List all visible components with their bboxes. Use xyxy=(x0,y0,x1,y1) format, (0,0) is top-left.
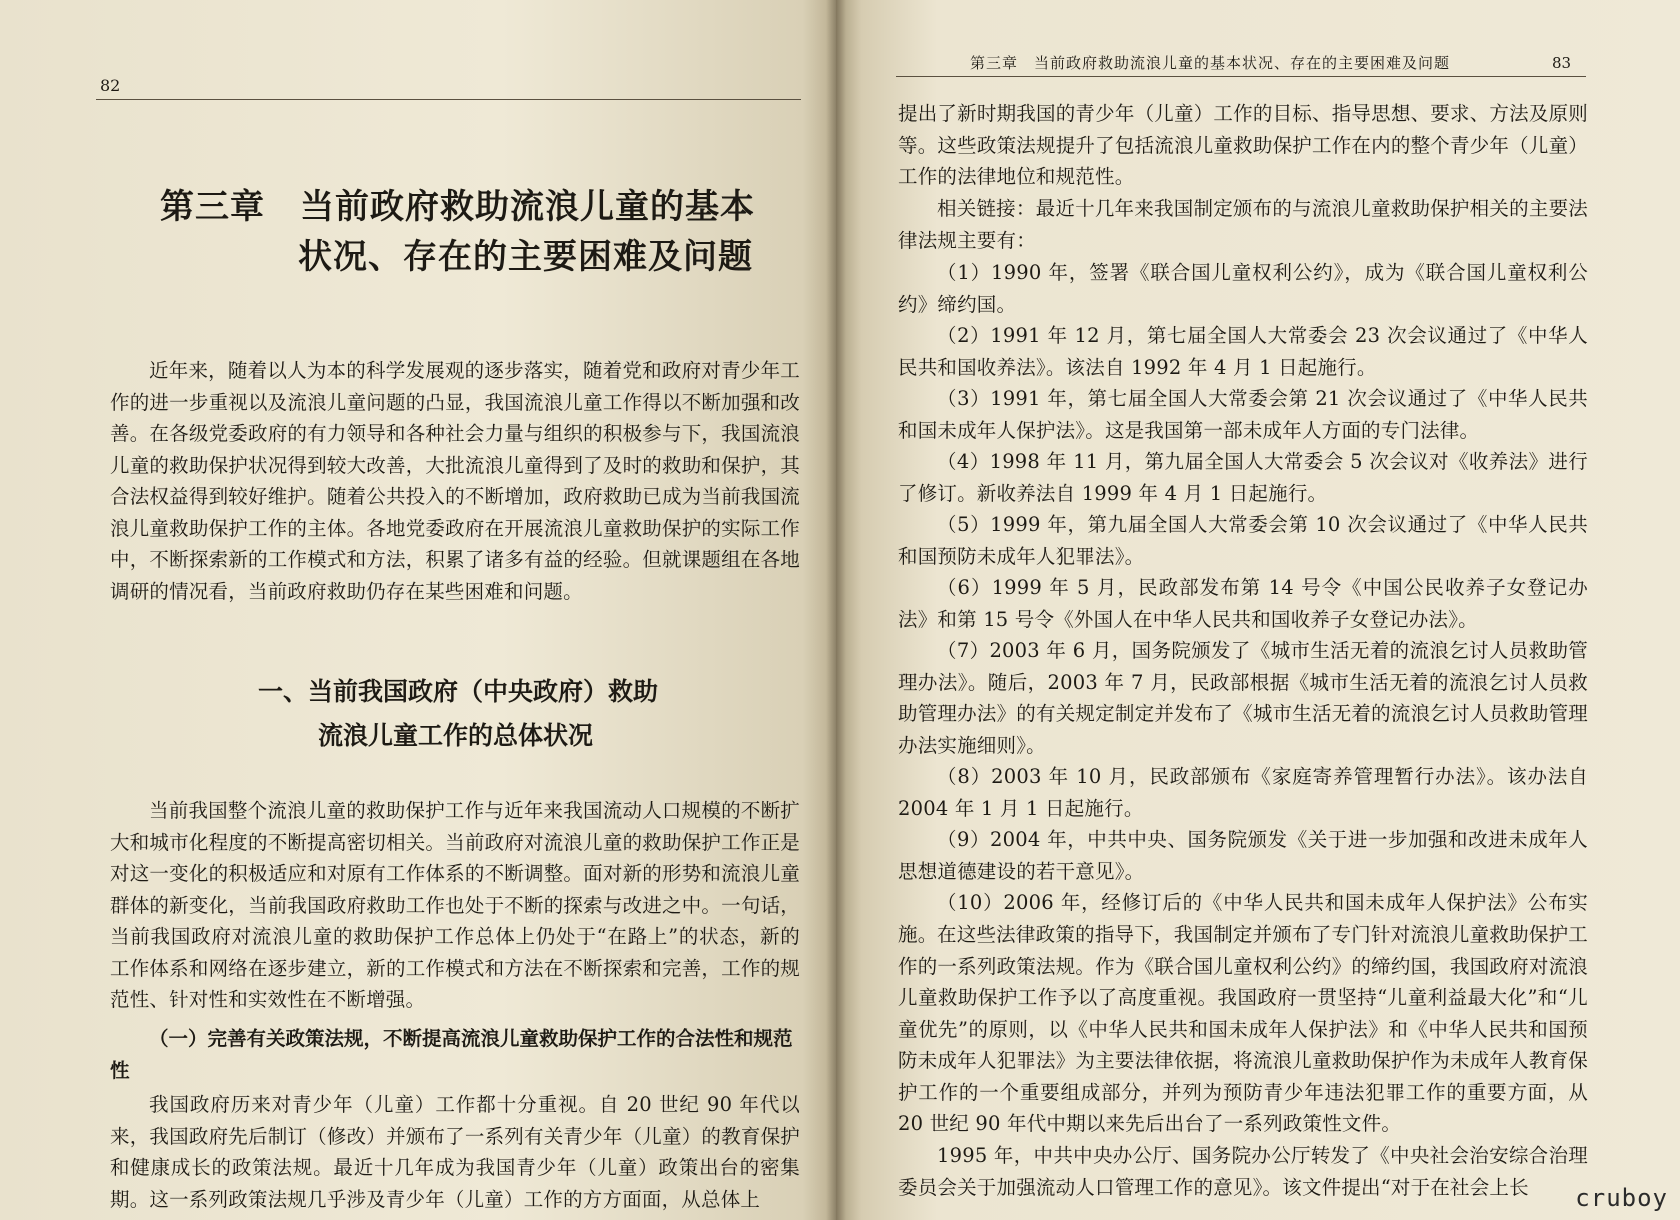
watermark: cruboy xyxy=(1575,1184,1668,1212)
right-page xyxy=(836,0,1680,1220)
subsection-heading: （一）完善有关政策法规，不断提高流浪儿童救助保护工作的合法性和规范性 xyxy=(110,1027,793,1082)
page-number: 82 xyxy=(100,76,121,95)
law-item: （9）2004 年，中共中央、国务院颁发《关于进一步加强和改进未成年人思想道德建设的若干意见》。 xyxy=(898,828,1588,883)
section-title-line2: 流浪儿童工作的总体状况 xyxy=(318,721,594,750)
guidance-paragraph: 在这些法律政策的指导下，我国制定并颁布了专门针对流浪儿童救助保护工作的一系列政策法规。作为《联合国儿童权利公约》的缔约国，我国政府对流浪儿童救助保护工作予以了高度重视。我国政府一贯坚持“儿童利益最大化”和“儿童优先”的原则，以《中华人民共和国未成年人保护法》和《中华人民共和国预防未成年人犯罪法》为主要法律依据，将流浪儿童救助保护作为未成年人教育保护工作的一个重要组成部分，并列为预防青少年违法犯罪工作的重要方面，从 20 世纪 90 年代中期以来先后出台了一系列政策性文件。 xyxy=(898,923,1588,1135)
law-item: （1）1990 年，签署《联合国儿童权利公约》，成为《联合国儿童权利公约》缔约国。 xyxy=(898,261,1588,316)
header-rule xyxy=(96,99,801,100)
related-links-paragraph: 相关链接：最近十几年来我国制定颁布的与流浪儿童救助保护相关的主要法律法规主要有： xyxy=(898,197,1588,252)
chapter-title-line1: 第三章 当前政府救助流浪儿童的基本 xyxy=(160,187,755,227)
subsection-paragraph: 我国政府历来对青少年（儿童）工作都十分重视。自 20 世纪 90 年代以来，我国政府先后制订（修改）并颁布了一系列有关青少年（儿童）的教育保护和健康成长的政策法规。最近十几年成为我国青少年（儿童）政策出台的密集期。这一系列政策法规几乎涉及青少年（儿童）工作的方方面面，从总体上 xyxy=(110,1093,800,1211)
chapter-title xyxy=(160,182,780,282)
law-item: （6）1999 年 5 月，民政部发布第 14 号令《中国公民收养子女登记办法》和第 15 号令《外国人在中华人民共和国收养子女登记办法》。 xyxy=(898,576,1588,631)
left-page xyxy=(0,0,836,1220)
law-item: （3）1991 年，第七届全国人大常委会第 21 次会议通过了《中华人民共和国未成年人保护法》。这是我国第一部未成年人方面的专门法律。 xyxy=(898,387,1588,442)
section-title xyxy=(258,670,658,758)
page-number: 83 xyxy=(1552,54,1572,72)
header-rule xyxy=(896,76,1586,77)
continuation-paragraph: 提出了新时期我国的青少年（儿童）工作的目标、指导思想、要求、方法及原则等。这些政策法规提升了包括流浪儿童救助保护工作在内的整个青少年（儿童）工作的法律地位和规范性。 xyxy=(898,102,1588,188)
law-item: （2）1991 年 12 月，第七届全国人大常委会 23 次会议通过了《中华人民共和国收养法》。该法自 1992 年 4 月 1 日起施行。 xyxy=(898,324,1588,379)
law-item: （5）1999 年，第九届全国人大常委会第 10 次会议通过了《中华人民共和国预防未成年人犯罪法》。 xyxy=(898,513,1588,568)
section-title-line1: 一、当前我国政府（中央政府）救助 xyxy=(258,677,659,706)
chapter-title-line2: 状况、存在的主要困难及问题 xyxy=(298,237,753,277)
law-item: （4）1998 年 11 月，第九届全国人大常委会 5 次会议对《收养法》进行了修订。新收养法自 1999 年 4 月 1 日起施行。 xyxy=(898,450,1588,505)
final-paragraph: 1995 年，中共中央办公厅、国务院办公厅转发了《中央社会治安综合治理委员会关于加强流动人口管理工作的意见》。该文件提出“对于在社会上长 xyxy=(898,1144,1588,1199)
book-gutter xyxy=(826,0,846,1220)
law-item: （10）2006 年，经修订后的《中华人民共和国未成年人保护法》公布实施。 xyxy=(898,891,1588,946)
law-item: （8）2003 年 10 月，民政部颁布《家庭寄养管理暂行办法》。该办法自 2004 年 1 月 1 日起施行。 xyxy=(898,765,1588,820)
intro-paragraph: 近年来，随着以人为本的科学发展观的逐步落实，随着党和政府对青少年工作的进一步重视以及流浪儿童问题的凸显，我国流浪儿童工作得以不断加强和改善。在各级党委政府的有力领导和各种社会力量与组织的积极参与下，我国流浪儿童的救助保护状况得到较大改善，大批流浪儿童得到了及时的救助和保护，其合法权益得到较好维护。随着公共投入的不断增加，政府救助已成为当前我国流浪儿童救助保护工作的主体。各地党委政府在开展流浪儿童救助保护的实际工作中，不断探索新的工作模式和方法，积累了诸多有益的经验。但就课题组在各地调研的情况看，当前政府救助仍存在某些困难和问题。 xyxy=(110,359,800,603)
running-head: 第三章 当前政府救助流浪儿童的基本状况、存在的主要困难及问题 xyxy=(970,54,1451,72)
section-paragraph: 当前我国整个流浪儿童的救助保护工作与近年来我国流动人口规模的不断扩大和城市化程度的不断提高密切相关。当前政府对流浪儿童的救助保护工作正是对这一变化的积极适应和对原有工作体系的不断调整。面对新的形势和流浪儿童群体的新变化，当前我国政府救助工作也处于不断的探索与改进之中。一句话，当前我国政府对流浪儿童的救助保护工作总体上仍处于“在路上”的状态，新的工作体系和网络在逐步建立，新的工作模式和方法在不断探索和完善，工作的规范性、针对性和实效性在不断增强。 xyxy=(110,799,800,1011)
law-item: （7）2003 年 6 月，国务院颁发了《城市生活无着的流浪乞讨人员救助管理办法》。随后，2003 年 7 月，民政部根据《城市生活无着的流浪乞讨人员救助管理办法》的有关规定制定并发布了《城市生活无着的流浪乞讨人员救助管理办法实施细则》。 xyxy=(898,639,1588,757)
